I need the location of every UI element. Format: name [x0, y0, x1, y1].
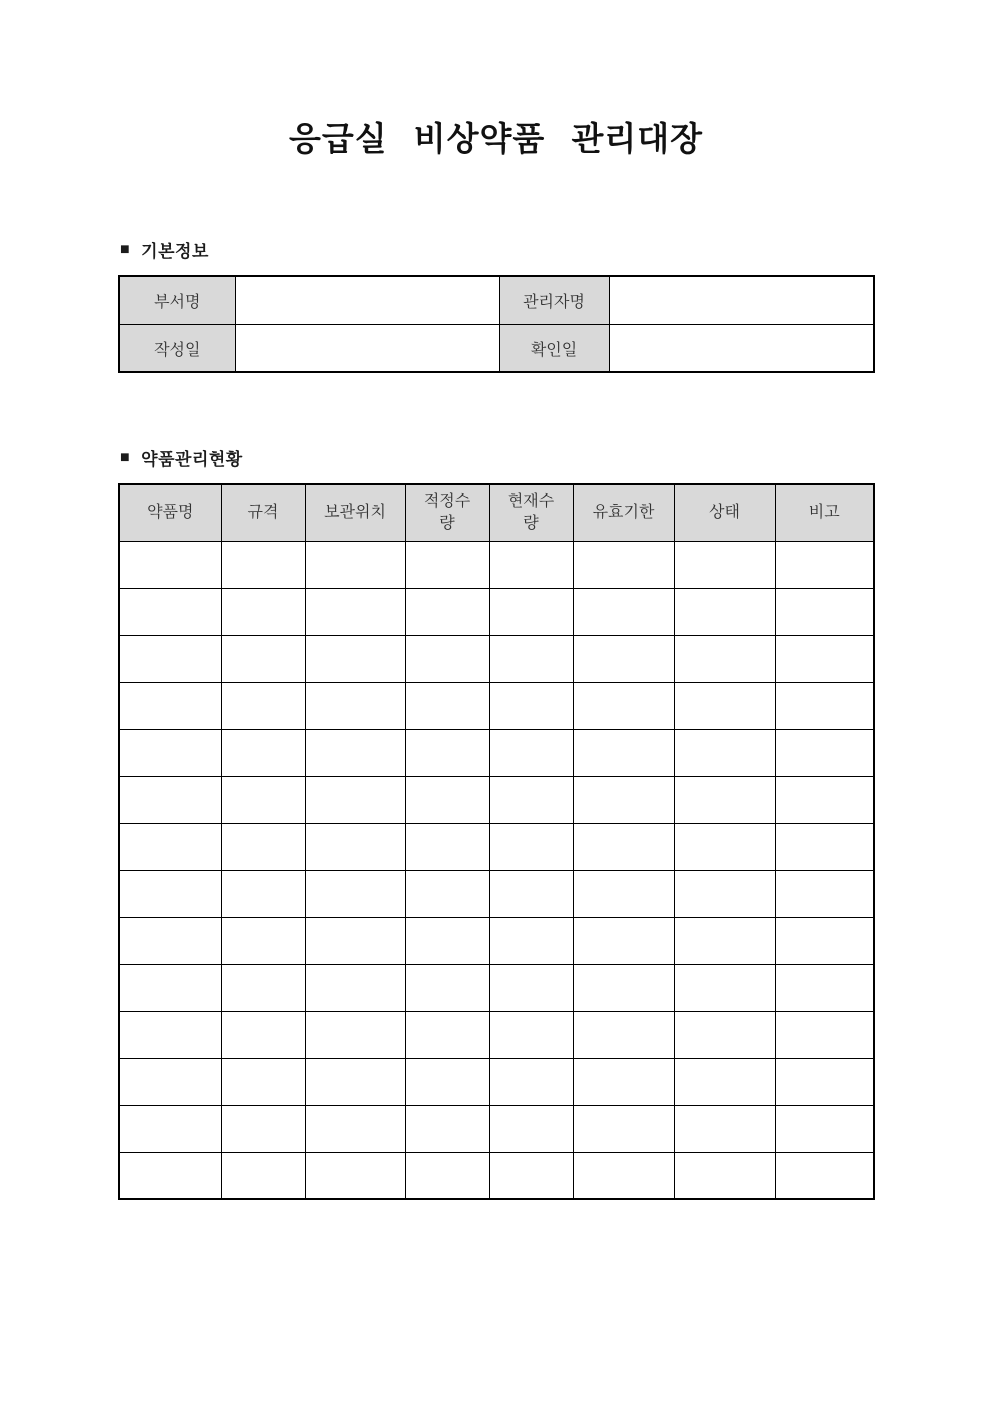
medicine-table-cell[interactable] [405, 1152, 489, 1199]
medicine-table-cell[interactable] [305, 1011, 405, 1058]
medicine-table-cell[interactable] [775, 1152, 874, 1199]
medicine-table-cell[interactable] [573, 1011, 674, 1058]
medicine-table-cell[interactable] [305, 541, 405, 588]
basic-info-row [119, 276, 874, 324]
basic-info-section-header [120, 237, 874, 262]
medicine-table-cell[interactable] [775, 541, 874, 588]
medicine-table-cell[interactable] [489, 776, 573, 823]
field-label-department: 부서명 [119, 276, 235, 324]
medicine-table-cell[interactable] [489, 541, 573, 588]
medicine-table-cell[interactable] [305, 823, 405, 870]
medicine-table-row [119, 1011, 874, 1058]
medicine-table-cell[interactable] [119, 1011, 221, 1058]
medicine-table-cell[interactable] [573, 870, 674, 917]
medicine-table-cell[interactable] [119, 588, 221, 635]
medicine-table-cell[interactable] [674, 588, 775, 635]
section-spacer [118, 373, 874, 445]
medicine-table-cell[interactable] [489, 1011, 573, 1058]
medicine-table-cell[interactable] [573, 541, 674, 588]
medicine-table-cell[interactable] [489, 588, 573, 635]
medicine-table-cell[interactable] [405, 1105, 489, 1152]
medicine-table-cell[interactable] [119, 1152, 221, 1199]
medicine-table-cell[interactable] [775, 870, 874, 917]
medicine-table-cell[interactable] [674, 635, 775, 682]
medicine-table-cell[interactable] [674, 964, 775, 1011]
medicine-table-cell[interactable] [489, 1152, 573, 1199]
medicine-table-cell[interactable] [775, 729, 874, 776]
medicine-table-cell[interactable] [674, 1152, 775, 1199]
medicine-table-cell[interactable] [674, 682, 775, 729]
medicine-table-cell[interactable] [775, 776, 874, 823]
medicine-table-cell[interactable] [573, 823, 674, 870]
field-label-manager: 관리자명 [499, 276, 609, 324]
section-bullet-icon: ■ [120, 240, 131, 258]
medicine-table-cell[interactable] [405, 870, 489, 917]
medicine-table-cell[interactable] [405, 635, 489, 682]
medicine-table-cell[interactable] [573, 964, 674, 1011]
medicine-table-row [119, 776, 874, 823]
medicine-table-cell[interactable] [674, 870, 775, 917]
field-label-created-date: 작성일 [119, 324, 235, 372]
medicine-table-cell[interactable] [775, 823, 874, 870]
medicine-table-cell[interactable] [221, 729, 305, 776]
medicine-table-cell[interactable] [405, 541, 489, 588]
medicine-table-cell[interactable] [674, 776, 775, 823]
medicine-table-row [119, 1105, 874, 1152]
medicine-table-cell[interactable] [405, 1011, 489, 1058]
medicine-table-cell[interactable] [573, 1105, 674, 1152]
medicine-table-cell[interactable] [573, 917, 674, 964]
medicine-table-cell[interactable] [221, 823, 305, 870]
field-value-confirmed-date[interactable] [609, 324, 874, 372]
medicine-table-cell[interactable] [221, 541, 305, 588]
basic-info-table [118, 275, 875, 373]
field-value-department[interactable] [235, 276, 499, 324]
column-header-current-quantity: 현재수량 [489, 484, 573, 541]
medicine-table-cell[interactable] [674, 1105, 775, 1152]
medicine-table-row [119, 1058, 874, 1105]
medicine-table-cell[interactable] [405, 776, 489, 823]
medicine-table-cell[interactable] [489, 1105, 573, 1152]
medicine-table-cell[interactable] [489, 682, 573, 729]
field-label-confirmed-date: 확인일 [499, 324, 609, 372]
medicine-section-title: 약품관리현황 [141, 450, 243, 470]
medicine-table-cell[interactable] [305, 917, 405, 964]
medicine-table-cell[interactable] [305, 682, 405, 729]
medicine-table-cell[interactable] [305, 588, 405, 635]
medicine-table-cell[interactable] [221, 1011, 305, 1058]
medicine-table-cell[interactable] [119, 1105, 221, 1152]
medicine-status-table [118, 483, 875, 1200]
medicine-table-cell[interactable] [305, 870, 405, 917]
basic-info-section-title: 기본정보 [141, 242, 209, 262]
medicine-table-cell[interactable] [573, 1152, 674, 1199]
medicine-table-cell[interactable] [221, 682, 305, 729]
medicine-table-cell[interactable] [775, 1011, 874, 1058]
column-header-specification: 규격 [221, 484, 305, 541]
medicine-table-cell[interactable] [405, 729, 489, 776]
medicine-table-cell[interactable] [305, 1105, 405, 1152]
medicine-table-row [119, 635, 874, 682]
medicine-table-cell[interactable] [221, 776, 305, 823]
medicine-table-cell[interactable] [221, 588, 305, 635]
medicine-table-row [119, 823, 874, 870]
medicine-table-row [119, 1152, 874, 1199]
medicine-table-cell[interactable] [489, 729, 573, 776]
medicine-table-cell[interactable] [674, 917, 775, 964]
medicine-table-cell[interactable] [775, 682, 874, 729]
medicine-table-cell[interactable] [775, 588, 874, 635]
medicine-table-cell[interactable] [775, 917, 874, 964]
medicine-table-cell[interactable] [489, 870, 573, 917]
medicine-table-cell[interactable] [119, 823, 221, 870]
medicine-table-cell[interactable] [405, 917, 489, 964]
field-value-created-date[interactable] [235, 324, 499, 372]
medicine-table-cell[interactable] [489, 823, 573, 870]
medicine-table-row [119, 729, 874, 776]
medicine-table-header-row [119, 484, 874, 541]
medicine-table-cell[interactable] [221, 870, 305, 917]
column-header-medicine-name: 약품명 [119, 484, 221, 541]
medicine-table-cell[interactable] [573, 776, 674, 823]
medicine-table-cell[interactable] [221, 917, 305, 964]
medicine-table-cell[interactable] [573, 729, 674, 776]
field-value-manager[interactable] [609, 276, 874, 324]
medicine-table-cell[interactable] [405, 823, 489, 870]
medicine-table-cell[interactable] [674, 1058, 775, 1105]
medicine-table-cell[interactable] [305, 1058, 405, 1105]
medicine-table-row [119, 964, 874, 1011]
column-header-expiration-date: 유효기한 [573, 484, 674, 541]
medicine-table-cell[interactable] [119, 729, 221, 776]
medicine-table-cell[interactable] [573, 1058, 674, 1105]
medicine-table-cell[interactable] [119, 964, 221, 1011]
medicine-table-cell[interactable] [305, 776, 405, 823]
medicine-table-cell[interactable] [775, 964, 874, 1011]
medicine-table-cell[interactable] [489, 1058, 573, 1105]
medicine-table-cell[interactable] [119, 776, 221, 823]
medicine-table-cell[interactable] [221, 1105, 305, 1152]
section-bullet-icon: ■ [120, 448, 131, 466]
medicine-table-cell[interactable] [674, 541, 775, 588]
medicine-table-cell[interactable] [221, 964, 305, 1011]
medicine-table-cell[interactable] [489, 964, 573, 1011]
medicine-table-cell[interactable] [305, 964, 405, 1011]
column-header-status: 상태 [674, 484, 775, 541]
medicine-table-cell[interactable] [573, 635, 674, 682]
medicine-table-row [119, 682, 874, 729]
medicine-section-header [120, 445, 874, 470]
medicine-table-cell[interactable] [405, 682, 489, 729]
medicine-table-cell[interactable] [674, 729, 775, 776]
medicine-table-cell[interactable] [573, 588, 674, 635]
medicine-table-row [119, 588, 874, 635]
document-title: 응급실 비상약품 관리대장 [289, 120, 703, 157]
medicine-table-cell[interactable] [119, 1058, 221, 1105]
medicine-table-cell[interactable] [119, 635, 221, 682]
medicine-table-cell[interactable] [305, 729, 405, 776]
medicine-table-cell[interactable] [221, 1152, 305, 1199]
medicine-table-cell[interactable] [305, 635, 405, 682]
medicine-table-cell[interactable] [119, 917, 221, 964]
medicine-table-cell[interactable] [489, 917, 573, 964]
medicine-table-cell[interactable] [221, 1058, 305, 1105]
medicine-table-cell[interactable] [775, 1105, 874, 1152]
medicine-table-row [119, 870, 874, 917]
medicine-table-cell[interactable] [489, 635, 573, 682]
medicine-table-cell[interactable] [674, 1011, 775, 1058]
medicine-table-cell[interactable] [674, 823, 775, 870]
medicine-table-cell[interactable] [405, 1058, 489, 1105]
medicine-table-cell[interactable] [305, 1152, 405, 1199]
medicine-table-body [119, 541, 874, 1199]
column-header-remarks: 비고 [775, 484, 874, 541]
medicine-table-cell[interactable] [775, 635, 874, 682]
medicine-table-cell[interactable] [573, 682, 674, 729]
medicine-table-cell[interactable] [119, 870, 221, 917]
medicine-table-cell[interactable] [405, 588, 489, 635]
basic-info-row [119, 324, 874, 372]
medicine-table-cell[interactable] [119, 682, 221, 729]
medicine-table-cell[interactable] [405, 964, 489, 1011]
medicine-table-cell[interactable] [775, 1058, 874, 1105]
column-header-storage-location: 보관위치 [305, 484, 405, 541]
medicine-table-row [119, 541, 874, 588]
medicine-table-cell[interactable] [119, 541, 221, 588]
medicine-table-cell[interactable] [221, 635, 305, 682]
column-header-proper-quantity: 적정수량 [405, 484, 489, 541]
medicine-table-row [119, 917, 874, 964]
